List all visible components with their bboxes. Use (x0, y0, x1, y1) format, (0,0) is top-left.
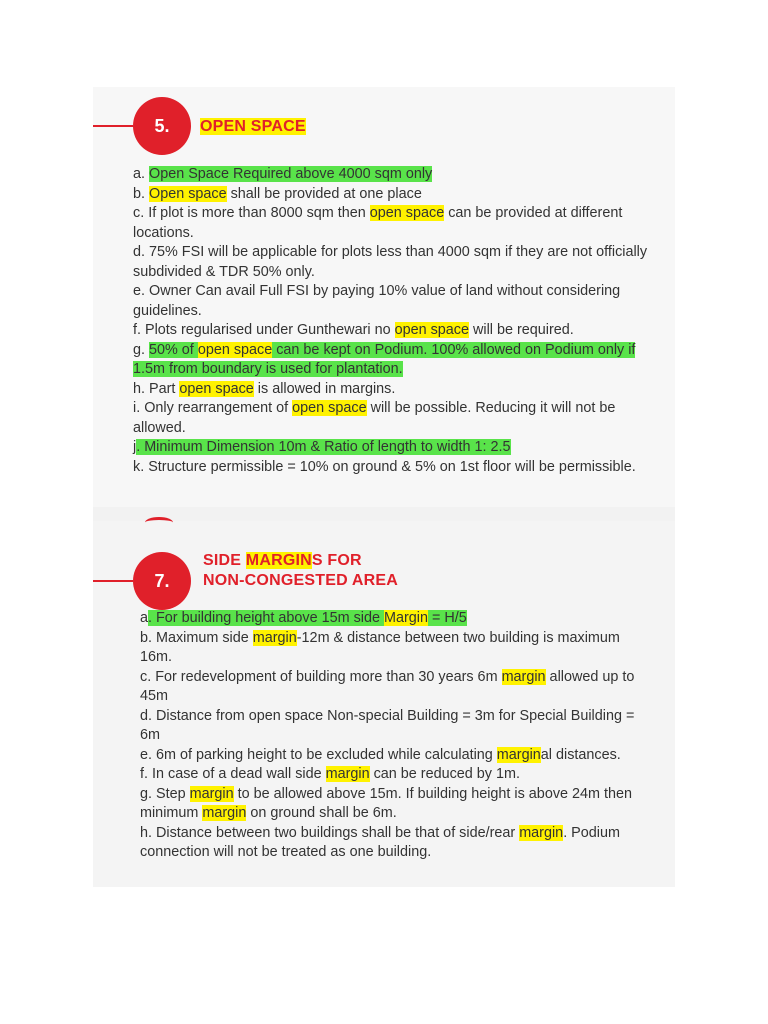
rule-run-highlight-green: Open Space (149, 166, 230, 182)
rule-run-text: g. (133, 341, 149, 358)
rule-item (133, 321, 653, 341)
rule-run-text: d. 75% FSI will be applicable for plots less than 4000 sqm if they are not officially subdivided & TDR 50% only. (133, 244, 648, 280)
rule-run-text: f. Plots regularised under Gunthewari no (133, 322, 395, 338)
rule-run-highlight-yellow: Margin (384, 610, 429, 626)
rule-run-highlight-green: Required above 4000 sqm only (229, 166, 433, 182)
rule-run-text: on ground shall be 6m. (246, 805, 397, 821)
rule-run-text: i. Only rearrangement of (133, 400, 293, 416)
rule-run-highlight-yellow: margin (252, 629, 297, 646)
rule-run-text: c. For redevelopment of building more than 30 years 6m (140, 668, 502, 685)
rule-run-text: b. Maximum side (140, 629, 253, 646)
rule-run-text: will be possible. Reducing it will not be allowed. (133, 400, 616, 436)
rule-item (133, 458, 653, 478)
rule-run-text: al distances. (540, 746, 621, 763)
rule-item (133, 399, 653, 438)
rule-run-highlight-green: can be kept on Podium. 100% allowed on Podium only if 1.5m from boundary is used for plantation. (133, 341, 636, 377)
rule-item (133, 282, 653, 321)
rule-run-highlight-yellow: open space (292, 400, 367, 416)
side-margins-rules-list (140, 609, 655, 863)
rule-run-highlight-yellow: margin (496, 746, 541, 763)
rule-run-text: j (133, 439, 137, 455)
rule-run-highlight-yellow: open space (394, 322, 469, 338)
rule-item (140, 668, 655, 707)
section-title (200, 117, 306, 137)
document-page (93, 87, 675, 887)
rule-item (140, 629, 655, 668)
rule-run-highlight-yellow: margin (189, 785, 234, 802)
rule-run-text: g. Step (140, 785, 190, 802)
rule-run-text: can be reduced by 1m. (369, 766, 520, 782)
rule-run-highlight-green: . Minimum Dimension 10m & Ratio of length to width 1: 2.5 (136, 439, 511, 455)
open-space-rules-list (133, 165, 653, 477)
rule-run-highlight-green: . For building height above 15m side (148, 610, 385, 626)
rule-run-text: . Podium connection will not be treated as one building. (140, 824, 620, 860)
section-title (203, 551, 398, 591)
rule-run-text: b. (133, 185, 149, 202)
title-run-highlight-yellow: OPEN SPACE (200, 118, 306, 135)
rule-item (140, 746, 655, 766)
rule-item (133, 204, 653, 243)
rule-run-highlight-green: = H/5 (428, 610, 467, 626)
decorative-arc (145, 517, 173, 528)
rule-run-text: allowed up to 45m (140, 668, 635, 704)
rule-run-text: e. 6m of parking height to be excluded while calculating (140, 746, 497, 763)
rule-run-highlight-yellow: open space (179, 380, 254, 397)
rule-run-text: c. If plot is more than 8000 sqm then (133, 205, 370, 221)
title-run-text: S FOR (311, 552, 362, 569)
rule-run-text: a. (133, 166, 149, 182)
header-rule (93, 580, 133, 582)
rule-run-text: d. Distance from open space Non-special Building = 3m for Special Building = 6m (140, 707, 635, 743)
rule-run-text: h. Distance between two buildings shall be that of side/rear (140, 824, 520, 841)
rule-run-text: -12m & distance between two building is maximum 16m. (140, 629, 620, 665)
rule-item (140, 765, 655, 785)
rule-run-text: will be required. (469, 322, 574, 338)
title-run-text: SIDE (203, 552, 246, 569)
rule-run-text: can be provided at different locations. (133, 205, 623, 241)
rule-run-text: f. In case of a dead wall side (140, 766, 326, 782)
rule-run-text: h. Part (133, 380, 180, 397)
rule-item (133, 243, 653, 282)
rule-item (133, 165, 653, 185)
rule-item (133, 185, 653, 205)
rule-run-highlight-yellow: margin (202, 805, 247, 821)
rule-run-highlight-yellow: open space (197, 341, 273, 358)
rule-run-text: to be allowed above 15m. If building height is above 24m then minimum (140, 785, 633, 821)
rule-item (140, 785, 655, 824)
rule-item (140, 707, 655, 746)
section-number-badge: 7. (133, 552, 191, 610)
rule-run-text: a (140, 610, 149, 626)
rule-item (133, 380, 653, 400)
section-header-open-space (93, 87, 675, 147)
rule-item (140, 609, 655, 629)
rule-run-highlight-yellow: margin (519, 824, 564, 841)
rule-run-highlight-yellow: margin (501, 668, 546, 685)
rule-run-text: shall be provided at one place (226, 185, 422, 202)
rule-run-highlight-yellow: open space (369, 205, 445, 221)
title-run-highlight-yellow: MARGIN (245, 552, 312, 569)
rule-run-highlight-yellow: margin (325, 766, 370, 782)
rule-run-highlight-green: 50% of (149, 341, 198, 358)
rule-item (133, 438, 653, 458)
rule-run-highlight-yellow: Open space (149, 185, 227, 202)
rule-run-text: e. Owner Can avail Full FSI by paying 10% value of land without considering guidelines. (133, 283, 621, 319)
header-rule (93, 125, 133, 127)
rule-item (140, 824, 655, 863)
title-run-text: NON-CONGESTED AREA (203, 572, 399, 589)
section-number-badge: 5. (133, 97, 191, 155)
rule-run-text: k. Structure permissible = 10% on ground & 5% on 1st floor will be permissible. (133, 458, 636, 475)
rule-run-text: is allowed in margins. (253, 380, 396, 397)
section-header-side-margins (93, 542, 675, 602)
rule-item (133, 341, 653, 380)
